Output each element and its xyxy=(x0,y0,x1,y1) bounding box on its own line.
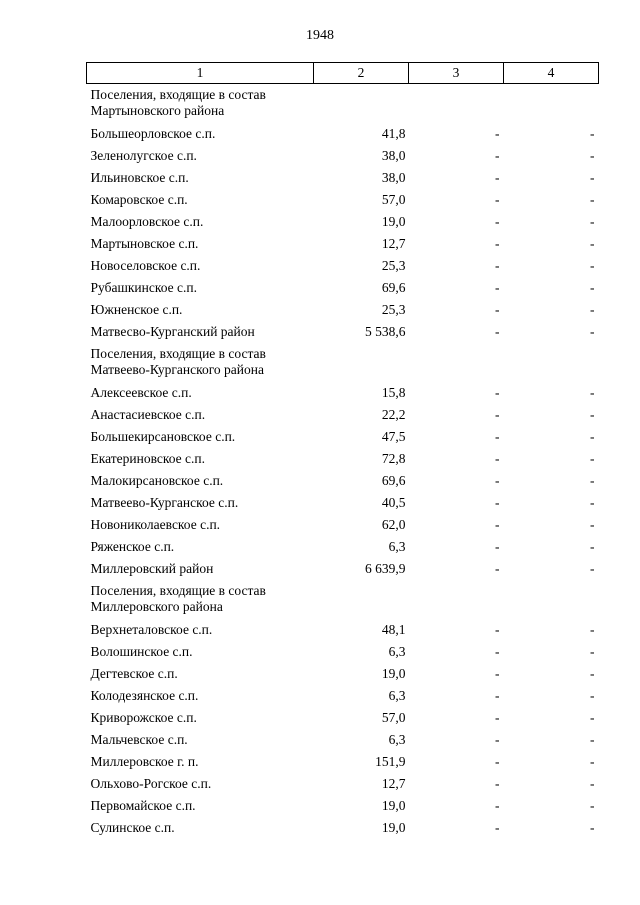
value-cell: 12,7 xyxy=(381,236,406,251)
table-row xyxy=(87,233,599,255)
empty-cell xyxy=(504,84,599,124)
row-name-cell: Криворожское с.п. xyxy=(90,710,197,725)
empty-cell xyxy=(314,343,409,382)
table-row xyxy=(87,145,599,167)
row-name-cell: Волошинское с.п. xyxy=(90,644,193,659)
col4-cell: - xyxy=(590,214,595,229)
value-cell: 47,5 xyxy=(381,429,406,444)
row-name-cell: Первомайское с.п. xyxy=(90,798,196,813)
col3-cell: - xyxy=(495,302,500,317)
value-cell: 6,3 xyxy=(388,688,406,703)
col4-cell: - xyxy=(590,429,595,444)
value-cell: 48,1 xyxy=(381,622,406,637)
table-row xyxy=(87,448,599,470)
group-heading: Поселения, входящие в состав Матвеево-Курганского района xyxy=(90,346,266,377)
col3-cell: - xyxy=(495,170,500,185)
empty-cell xyxy=(409,84,504,124)
group-heading-row xyxy=(87,343,599,382)
col3-cell: - xyxy=(495,644,500,659)
col3-cell: - xyxy=(495,710,500,725)
table-row xyxy=(87,123,599,145)
table-row xyxy=(87,211,599,233)
empty-cell xyxy=(314,84,409,124)
col3-cell: - xyxy=(495,539,500,554)
col3-cell: - xyxy=(495,776,500,791)
value-cell: 6 639,9 xyxy=(365,561,406,576)
col4-cell: - xyxy=(590,644,595,659)
col3-cell: - xyxy=(495,280,500,295)
header-col-3: 3 xyxy=(409,63,504,84)
col4-cell: - xyxy=(590,688,595,703)
table-row xyxy=(87,707,599,729)
value-cell: 6,3 xyxy=(388,539,406,554)
empty-cell xyxy=(409,580,504,619)
table-row xyxy=(87,277,599,299)
col4-cell: - xyxy=(590,302,595,317)
table-row xyxy=(87,773,599,795)
group-heading-row xyxy=(87,580,599,619)
col4-cell: - xyxy=(590,236,595,251)
row-name-cell: Новониколаевское с.п. xyxy=(90,517,221,532)
col4-cell: - xyxy=(590,517,595,532)
row-name-cell: Малокирсановское с.п. xyxy=(90,473,224,488)
table-row xyxy=(87,255,599,277)
row-name-cell: Большекирсановское с.п. xyxy=(90,429,236,444)
row-name-cell: Комаровское с.п. xyxy=(90,192,188,207)
col3-cell: - xyxy=(495,798,500,813)
group-heading: Поселения, входящие в состав Миллеровского района xyxy=(90,583,266,614)
value-cell: 5 538,6 xyxy=(365,324,406,339)
header-row xyxy=(87,63,599,84)
col4-cell: - xyxy=(590,148,595,163)
table-row xyxy=(87,536,599,558)
empty-cell xyxy=(504,343,599,382)
row-name-cell: Рубашкинское с.п. xyxy=(90,280,197,295)
col3-cell: - xyxy=(495,754,500,769)
col3-cell: - xyxy=(495,214,500,229)
row-name-cell: Мартыновское с.п. xyxy=(90,236,199,251)
row-name-cell: Новоселовское с.п. xyxy=(90,258,201,273)
table-row xyxy=(87,299,599,321)
col4-cell: - xyxy=(590,473,595,488)
empty-cell xyxy=(504,580,599,619)
col3-cell: - xyxy=(495,236,500,251)
table-row xyxy=(87,167,599,189)
col3-cell: - xyxy=(495,666,500,681)
header-col-2: 2 xyxy=(314,63,409,84)
col4-cell: - xyxy=(590,192,595,207)
col4-cell: - xyxy=(590,539,595,554)
col4-cell: - xyxy=(590,324,595,339)
col3-cell: - xyxy=(495,622,500,637)
col3-cell: - xyxy=(495,517,500,532)
value-cell: 69,6 xyxy=(381,280,406,295)
col3-cell: - xyxy=(495,473,500,488)
col4-cell: - xyxy=(590,126,595,141)
col3-cell: - xyxy=(495,732,500,747)
row-name-cell: Сулинское с.п. xyxy=(90,820,175,835)
col4-cell: - xyxy=(590,776,595,791)
row-name-cell: Матвеево-Курганское с.п. xyxy=(90,495,239,510)
value-cell: 38,0 xyxy=(381,170,406,185)
col3-cell: - xyxy=(495,561,500,576)
page-number: 1948 xyxy=(306,28,334,43)
value-cell: 38,0 xyxy=(381,148,406,163)
header-col-1: 1 xyxy=(87,63,314,84)
col3-cell: - xyxy=(495,495,500,510)
value-cell: 12,7 xyxy=(381,776,406,791)
col3-cell: - xyxy=(495,688,500,703)
value-cell: 41,8 xyxy=(381,126,406,141)
row-name-cell: Матвесво-Курганский район xyxy=(90,324,255,339)
value-cell: 19,0 xyxy=(381,666,406,681)
row-name-cell: Зеленолугское с.п. xyxy=(90,148,197,163)
row-name-cell: Колодезянское с.п. xyxy=(90,688,199,703)
col3-cell: - xyxy=(495,324,500,339)
col4-cell: - xyxy=(590,495,595,510)
row-name-cell: Малоорловское с.п. xyxy=(90,214,204,229)
header-col-4: 4 xyxy=(504,63,599,84)
value-cell: 6,3 xyxy=(388,732,406,747)
row-name-cell: Ряженское с.п. xyxy=(90,539,175,554)
table-row xyxy=(87,382,599,404)
col4-cell: - xyxy=(590,820,595,835)
value-cell: 57,0 xyxy=(381,192,406,207)
row-name-cell: Миллеровский район xyxy=(90,561,214,576)
col4-cell: - xyxy=(590,732,595,747)
col3-cell: - xyxy=(495,429,500,444)
value-cell: 15,8 xyxy=(381,385,406,400)
value-cell: 151,9 xyxy=(375,754,406,769)
row-name-cell: Верхнеталовское с.п. xyxy=(90,622,213,637)
col3-cell: - xyxy=(495,192,500,207)
empty-cell xyxy=(314,580,409,619)
col4-cell: - xyxy=(590,561,595,576)
col4-cell: - xyxy=(590,710,595,725)
group-heading: Поселения, входящие в состав Мартыновского района xyxy=(90,87,266,118)
row-name-cell: Дегтевское с.п. xyxy=(90,666,178,681)
value-cell: 62,0 xyxy=(381,517,406,532)
table-row xyxy=(87,729,599,751)
group-heading-row xyxy=(87,84,599,124)
value-cell: 22,2 xyxy=(381,407,406,422)
col3-cell: - xyxy=(495,148,500,163)
col3-cell: - xyxy=(495,385,500,400)
col4-cell: - xyxy=(590,407,595,422)
col4-cell: - xyxy=(590,385,595,400)
table-row xyxy=(87,641,599,663)
row-name-cell: Большеорловское с.п. xyxy=(90,126,216,141)
value-cell: 19,0 xyxy=(381,798,406,813)
table-row xyxy=(87,189,599,211)
row-name-cell: Южненское с.п. xyxy=(90,302,183,317)
table-row xyxy=(87,492,599,514)
col4-cell: - xyxy=(590,451,595,466)
col4-cell: - xyxy=(590,798,595,813)
col3-cell: - xyxy=(495,126,500,141)
col4-cell: - xyxy=(590,280,595,295)
table-row xyxy=(87,404,599,426)
table-row xyxy=(87,426,599,448)
table-row xyxy=(87,751,599,773)
value-cell: 25,3 xyxy=(381,258,406,273)
col4-cell: - xyxy=(590,622,595,637)
table-body xyxy=(87,84,599,840)
table-row xyxy=(87,514,599,536)
value-cell: 40,5 xyxy=(381,495,406,510)
value-cell: 25,3 xyxy=(381,302,406,317)
row-name-cell: Алексеевское с.п. xyxy=(90,385,192,400)
row-name-cell: Екатериновское с.п. xyxy=(90,451,205,466)
col3-cell: - xyxy=(495,407,500,422)
table-row xyxy=(87,817,599,839)
data-table xyxy=(86,62,599,839)
col3-cell: - xyxy=(495,451,500,466)
value-cell: 6,3 xyxy=(388,644,406,659)
value-cell: 19,0 xyxy=(381,820,406,835)
table-row xyxy=(87,795,599,817)
row-name-cell: Мальчевское с.п. xyxy=(90,732,188,747)
value-cell: 69,6 xyxy=(381,473,406,488)
table-row xyxy=(87,470,599,492)
table-row xyxy=(87,558,599,580)
value-cell: 72,8 xyxy=(381,451,406,466)
col3-cell: - xyxy=(495,258,500,273)
col3-cell: - xyxy=(495,820,500,835)
col4-cell: - xyxy=(590,258,595,273)
row-name-cell: Анастасиевское с.п. xyxy=(90,407,206,422)
value-cell: 19,0 xyxy=(381,214,406,229)
table-row xyxy=(87,685,599,707)
col4-cell: - xyxy=(590,754,595,769)
col4-cell: - xyxy=(590,666,595,681)
row-name-cell: Ольхово-Рогское с.п. xyxy=(90,776,212,791)
table-row xyxy=(87,619,599,641)
table-row xyxy=(87,663,599,685)
col4-cell: - xyxy=(590,170,595,185)
row-name-cell: Миллеровское г. п. xyxy=(90,754,199,769)
value-cell: 57,0 xyxy=(381,710,406,725)
empty-cell xyxy=(409,343,504,382)
row-name-cell: Ильиновское с.п. xyxy=(90,170,189,185)
table-row xyxy=(87,321,599,343)
